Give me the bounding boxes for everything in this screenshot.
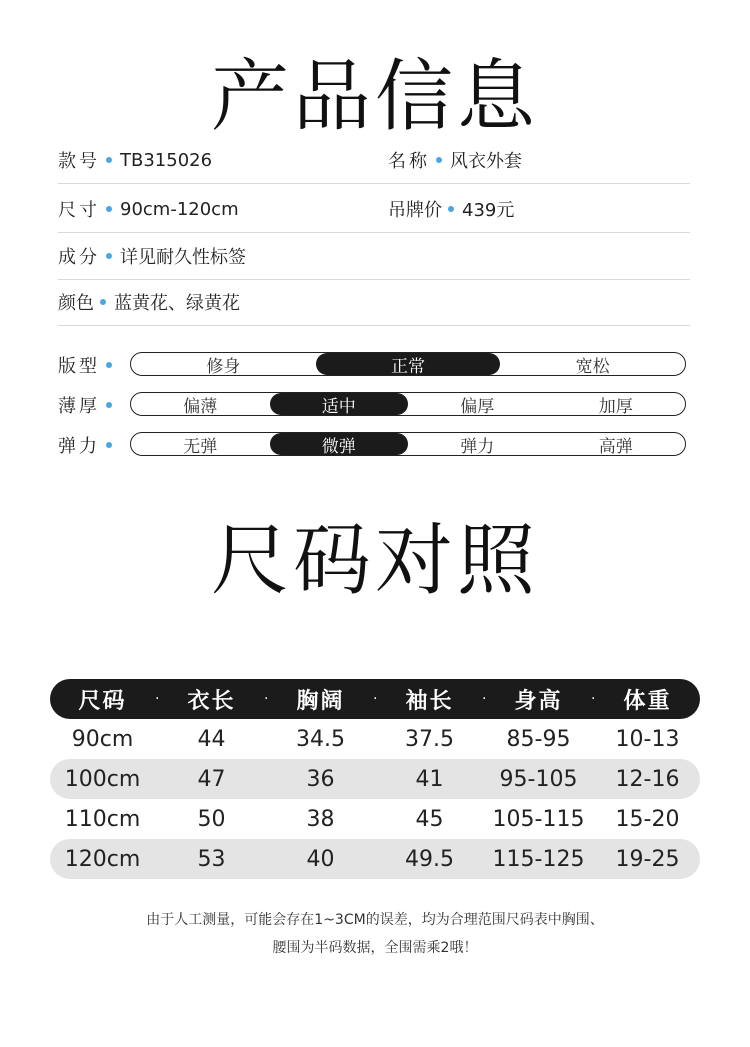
table-cell: 45 — [415, 806, 444, 832]
bullet-dot-icon — [106, 157, 112, 163]
table-cell: 47 — [197, 766, 226, 792]
table-cell: 36 — [306, 766, 335, 792]
table-cell: 120cm — [64, 846, 141, 872]
table-cell: 19-25 — [615, 846, 680, 872]
product-info-title: 产品信息 — [210, 52, 539, 142]
scale-label — [58, 393, 120, 417]
table-cell: 100cm — [64, 766, 141, 792]
header-separator-dot: · — [264, 691, 269, 707]
measurement-note-line-1: 由于人工测量，可能会存在1~3CM的误差，均为合理范围尺码表中胸围、 — [146, 912, 604, 928]
table-cell: 90cm — [71, 726, 134, 752]
header-separator-dot: · — [591, 691, 596, 707]
scale-label-text: 版型 — [58, 356, 100, 377]
price-field — [388, 186, 514, 232]
table-row — [50, 799, 700, 839]
scale-option: 修身 — [206, 356, 241, 376]
style-no-label: 款号 — [58, 151, 100, 172]
table-cell: 85-95 — [506, 726, 571, 752]
bullet-dot-icon — [448, 206, 454, 212]
name-value: 风衣外套 — [450, 151, 522, 172]
info-row-style-name — [58, 137, 690, 184]
table-cell: 115-125 — [492, 846, 585, 872]
table-cell: 40 — [306, 846, 335, 872]
scale-row — [58, 392, 690, 416]
column-header: 尺码 — [78, 688, 127, 714]
style-no-value: TB315026 — [120, 149, 213, 171]
column-header: 衣长 — [187, 688, 236, 714]
table-cell: 95-105 — [499, 766, 578, 792]
bullet-dot-icon — [106, 442, 112, 448]
info-row-size-price — [58, 186, 690, 233]
table-cell: 44 — [197, 726, 226, 752]
scale-option-selected: 正常 — [316, 353, 501, 375]
scale-label-text: 薄厚 — [58, 396, 100, 417]
header-separator-dot: · — [373, 691, 378, 707]
material-label: 成分 — [58, 247, 100, 268]
table-cell: 10-13 — [615, 726, 680, 752]
table-cell: 110cm — [64, 806, 141, 832]
table-cell: 41 — [415, 766, 444, 792]
material-value: 详见耐久性标签 — [120, 247, 246, 268]
table-cell: 105-115 — [492, 806, 585, 832]
style-no-field — [58, 137, 212, 183]
table-cell: 50 — [197, 806, 226, 832]
table-cell: 34.5 — [296, 726, 345, 752]
name-label: 名称 — [388, 151, 430, 172]
table-row — [50, 759, 700, 799]
table-cell: 49.5 — [405, 846, 454, 872]
table-row — [50, 839, 700, 879]
scale-label — [58, 433, 120, 457]
size-chart-title: 尺码对照 — [210, 516, 539, 606]
column-header: 袖长 — [405, 688, 454, 714]
table-cell: 15-20 — [615, 806, 680, 832]
bullet-dot-icon — [106, 362, 112, 368]
bullet-dot-icon — [106, 206, 112, 212]
scale-option: 宽松 — [575, 356, 610, 376]
info-row-color — [58, 279, 690, 326]
table-cell: 53 — [197, 846, 226, 872]
size-field — [58, 186, 239, 232]
bullet-dot-icon — [106, 402, 112, 408]
name-field — [388, 137, 522, 183]
measurement-note-line-2: 腰围为半码数据，全围需乘2哦！ — [272, 940, 478, 956]
info-row-material — [58, 233, 690, 280]
scale-track — [130, 392, 686, 416]
price-label: 吊牌价 — [388, 200, 442, 221]
color-field — [58, 279, 240, 325]
column-header: 体重 — [623, 688, 672, 714]
size-label: 尺寸 — [58, 200, 100, 221]
scale-row — [58, 432, 690, 456]
table-cell: 37.5 — [405, 726, 454, 752]
material-field — [58, 233, 246, 279]
price-value: 439元 — [462, 200, 515, 221]
table-cell: 12-16 — [615, 766, 680, 792]
table-cell: 38 — [306, 806, 335, 832]
header-separator-dot: · — [155, 691, 160, 707]
bullet-dot-icon — [106, 253, 112, 259]
color-value: 蓝黄花、绿黄花 — [114, 293, 240, 314]
size-value: 90cm-120cm — [120, 198, 239, 220]
scale-track — [130, 432, 686, 456]
table-row — [50, 719, 700, 759]
scale-option: 偏厚 — [460, 396, 495, 416]
column-header: 胸阔 — [296, 688, 345, 714]
size-table-header — [50, 679, 700, 719]
scale-option: 加厚 — [598, 396, 633, 416]
scale-track — [130, 352, 686, 376]
scale-option: 弹力 — [460, 436, 495, 456]
scale-label-text: 弹力 — [58, 436, 100, 457]
bullet-dot-icon — [100, 299, 106, 305]
scale-label — [58, 353, 120, 377]
scale-option: 高弹 — [598, 436, 633, 456]
header-separator-dot: · — [482, 691, 487, 707]
scale-option-selected: 适中 — [270, 393, 409, 415]
scale-option-selected: 微弹 — [270, 433, 409, 455]
scale-row — [58, 352, 690, 376]
color-label: 颜色 — [58, 293, 94, 314]
column-header: 身高 — [514, 688, 563, 714]
bullet-dot-icon — [436, 157, 442, 163]
scale-option: 偏薄 — [183, 396, 218, 416]
scale-option: 无弹 — [183, 436, 218, 456]
